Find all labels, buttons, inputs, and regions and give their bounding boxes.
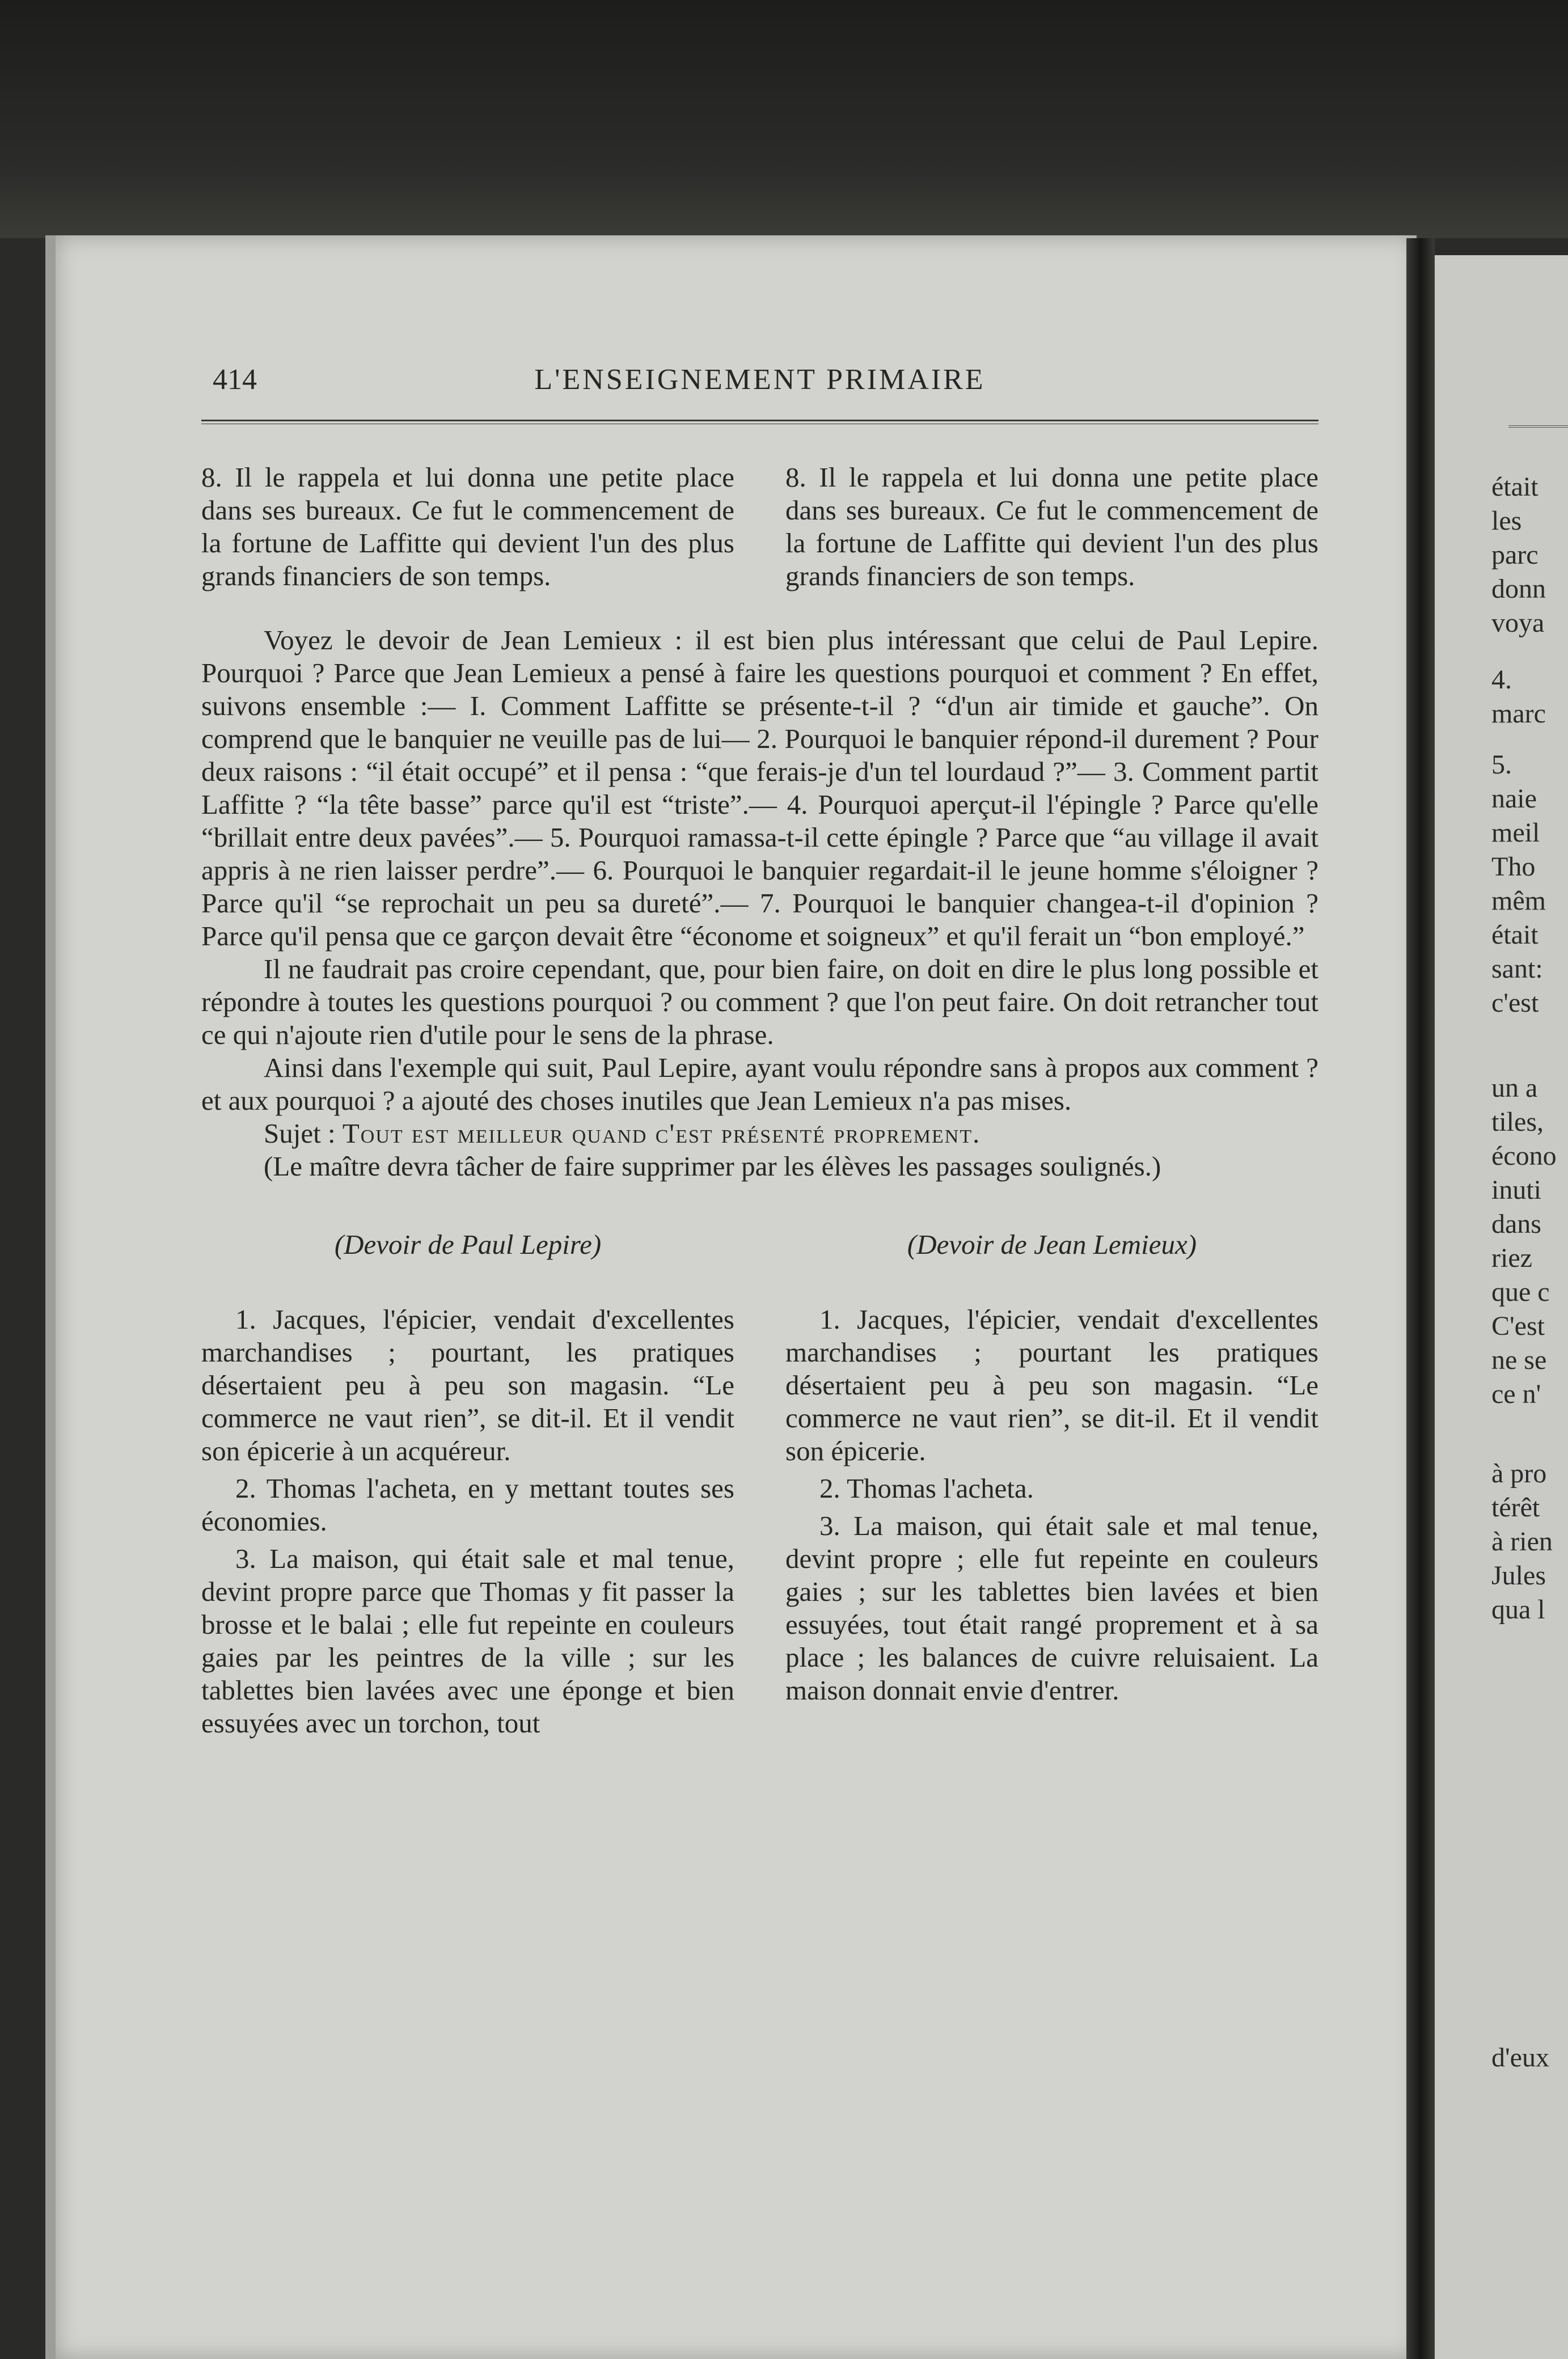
- facing-page-fragment: sant:: [1491, 954, 1543, 984]
- facing-page-fragment: qua l: [1491, 1595, 1545, 1625]
- facing-page-fragment: marc: [1491, 699, 1546, 729]
- facing-page-fragment: dans: [1491, 1209, 1541, 1239]
- intro-columns: [201, 461, 1318, 593]
- facing-page-fragment: inuti: [1491, 1175, 1542, 1205]
- facing-page-fragment: meil: [1491, 818, 1540, 848]
- intro-left: 8. Il le rappela et lui donna une petite place dans ses bureaux. Ce fut le commencement de la fortune de Laffitte qui devient l'un des plus grands financiers de son temps.: [201, 462, 734, 591]
- facing-page-fragment: écono: [1491, 1141, 1557, 1171]
- commentary-paragraph-3: Ainsi dans l'exemple qui suit, Paul Lepire, ayant voulu répondre sans à propos aux comment ? et aux pourquoi ? a ajouté des choses inutiles que Jean Lemieux n'a pas mises.: [201, 1052, 1318, 1116]
- devoir-right-paragraph-2: 2. Thomas l'acheta.: [819, 1473, 1034, 1504]
- running-title: L'ENSEIGNEMENT PRIMAIRE: [534, 363, 986, 396]
- facing-page-fragment: c'est: [1491, 988, 1539, 1018]
- devoir-right-title: (Devoir de Jean Lemieux): [907, 1229, 1197, 1260]
- devoir-right: [785, 1303, 1318, 1744]
- devoir-left: [201, 1303, 734, 1744]
- facing-page-fragment: un a: [1491, 1073, 1538, 1103]
- facing-page-fragment: Tho: [1491, 852, 1536, 882]
- commentary-paragraph-4: (Le maître devra tâcher de faire supprimer par les élèves les passages soulignés.): [264, 1151, 1161, 1182]
- header-rule: [201, 420, 1318, 424]
- facing-page-fragment: était: [1491, 472, 1539, 502]
- facing-page-fragment: riez: [1491, 1243, 1532, 1273]
- facing-page-fragment: tiles,: [1491, 1107, 1544, 1137]
- devoir-left-paragraph-1: 1. Jacques, l'épicier, vendait d'excellentes marchandises ; pourtant, les pratiques désertaient peu à peu son magasin. “Le commerce ne vaut rien”, se dit-il. Et il vendit son épicerie à un acquéreur.: [201, 1304, 734, 1466]
- facing-page-fragment: ne se: [1491, 1345, 1547, 1375]
- facing-page-fragment: térêt: [1491, 1493, 1540, 1523]
- devoir-left-paragraph-2: 2. Thomas l'acheta, en y mettant toutes ses économies.: [201, 1473, 734, 1537]
- facing-page-fragment: mêm: [1491, 886, 1546, 916]
- page-content: [201, 363, 1318, 1744]
- facing-page-fragment: Jules: [1491, 1561, 1546, 1591]
- devoir-right-paragraph-1: 1. Jacques, l'épicier, vendait d'excellentes marchandises ; pourtant les pratiques désertaient peu à peu son magasin. “Le commerce ne vaut rien”, se dit-il. Et il vendit son épicerie.: [785, 1304, 1318, 1466]
- commentary-paragraph-2: Il ne faudrait pas croire cependant, que, pour bien faire, on doit en dire le plus long possible et répondre à toutes les questions pourquoi ? ou comment ? que l'on peut faire. On doit retrancher tout ce qui n'ajoute rien d'utile pour le sens de la phrase.: [201, 953, 1318, 1050]
- facing-page-fragment: parc: [1491, 540, 1539, 570]
- commentary-paragraph-1: Voyez le devoir de Jean Lemieux : il est bien plus intéressant que celui de Paul Lepire. Pourquoi ? Parce que Jean Lemieux a pensé à faire les questions pourquoi et comment ? En effet, suivons ensemble :— I. Comment Laffitte se présente-t-il ? “d'un air timide et gauche”. On comprend que le banquier ne veuille pas de lui— 2. Pourquoi le banquier répond-il durement ? Pour deux raisons : “il était occupé” et il pensa : “que ferais-je d'un tel lourdaud ?”— 3. Comment partit Laffitte ? “la tête basse” parce qu'il est “triste”.— 4. Pourquoi aperçut-il l'épingle ? Parce qu'elle “brillait entre deux pavées”.— 5. Pourquoi ramassa-t-il cette épingle ? Parce que “au village il avait appris à ne rien laisser perdre”.— 6. Pourquoi le banquier regardait-il le jeune homme s'éloigner ? Parce qu'il “se reprochait un peu sa dureté”.— 7. Pourquoi le banquier changea-t-il d'opinion ? Parce qu'il pensa que ce garçon devait être “économe et soigneux” et qu'il ferait un “bon employé.”: [201, 624, 1318, 952]
- facing-page-fragment: voya: [1491, 608, 1545, 638]
- facing-page-rule: [1508, 425, 1568, 428]
- sujet-line: [201, 1117, 1318, 1150]
- sujet-text: Tout est meilleur quand c'est présenté proprement.: [342, 1118, 981, 1149]
- facing-page-fragment: à pro: [1491, 1458, 1547, 1489]
- page-number: 414: [213, 363, 257, 396]
- facing-page-fragment: naie: [1491, 784, 1537, 814]
- facing-page-fragment: d'eux: [1491, 2043, 1549, 2073]
- facing-page-fragment: donn: [1491, 574, 1546, 604]
- facing-page: [1435, 255, 1568, 2359]
- intro-right: 8. Il le rappela et lui donna une petite place dans ses bureaux. Ce fut le commencement de la fortune de Laffitte qui devient l'un des plus grands financiers de son temps.: [785, 462, 1318, 591]
- scan-background: [0, 0, 1568, 238]
- sujet-label: Sujet :: [264, 1118, 336, 1149]
- devoir-left-paragraph-3: 3. La maison, qui était sale et mal tenue, devint propre parce que Thomas y fit passer la brosse et le balai ; elle fut repeinte en couleurs gaies par les peintres de la ville ; sur les tablettes bien lavées avec une éponge et bien essuyées avec un torchon, tout: [201, 1543, 734, 1739]
- facing-page-fragment: 4.: [1491, 665, 1512, 695]
- devoir-right-paragraph-3: 3. La maison, qui était sale et mal tenue, devint propre ; elle fut repeinte en couleurs gaies ; sur les tablettes bien lavées et bien essuyées, tout était rangé proprement et à sa place ; les balances de cuivre reluisaient. La maison donnait envie d'entrer.: [785, 1510, 1318, 1706]
- facing-page-fragment: ce n': [1491, 1379, 1541, 1409]
- devoir-columns: [201, 1303, 1318, 1744]
- devoir-headings: [201, 1228, 1318, 1261]
- devoir-left-title: (Devoir de Paul Lepire): [334, 1229, 602, 1260]
- facing-page-fragment: 5.: [1491, 750, 1512, 780]
- facing-page-fragment: C'est: [1491, 1311, 1545, 1341]
- facing-page-fragment: les: [1491, 506, 1522, 536]
- running-header: [201, 363, 1318, 408]
- book-gutter: [1406, 238, 1435, 2359]
- commentary: [201, 624, 1318, 1183]
- facing-page-fragment: à rien: [1491, 1527, 1553, 1557]
- facing-page-fragment: que c: [1491, 1277, 1550, 1307]
- facing-page-fragment: était: [1491, 920, 1539, 950]
